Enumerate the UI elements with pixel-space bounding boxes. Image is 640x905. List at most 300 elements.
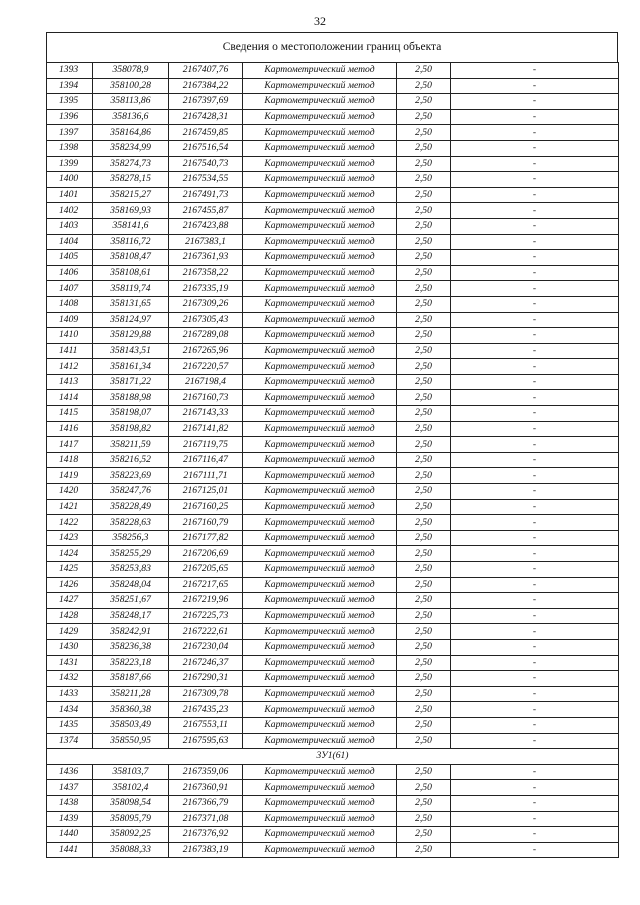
table-row [47,359,619,375]
description-cell: - [451,842,619,858]
point-number-cell: 1408 [47,296,93,312]
page-number: 32 [314,14,326,28]
table-row [47,296,619,312]
y-coordinate-cell: 2167305,43 [169,312,243,328]
table-row [47,562,619,578]
accuracy-cell: 2,50 [397,608,451,624]
section-label: 3У1(61) [47,749,619,765]
point-number-cell: 1395 [47,94,93,110]
x-coordinate-cell: 358095,79 [93,811,169,827]
method-cell: Картометрический метод [243,281,397,297]
accuracy-cell: 2,50 [397,234,451,250]
point-number-cell: 1404 [47,234,93,250]
x-coordinate-cell: 358503,49 [93,717,169,733]
y-coordinate-cell: 2167309,78 [169,686,243,702]
description-cell: - [451,452,619,468]
y-coordinate-cell: 2167376,92 [169,827,243,843]
method-cell: Картометрический метод [243,312,397,328]
table-row [47,452,619,468]
method-cell: Картометрический метод [243,780,397,796]
description-cell: - [451,234,619,250]
x-coordinate-cell: 358098,54 [93,795,169,811]
description-cell: - [451,218,619,234]
y-coordinate-cell: 2167217,65 [169,577,243,593]
boundary-coordinates-table [46,62,619,858]
point-number-cell: 1431 [47,655,93,671]
method-cell: Картометрический метод [243,218,397,234]
point-number-cell: 1428 [47,608,93,624]
point-number-cell: 1419 [47,468,93,484]
table-row [47,78,619,94]
x-coordinate-cell: 358278,15 [93,172,169,188]
accuracy-cell: 2,50 [397,390,451,406]
method-cell: Картометрический метод [243,109,397,125]
description-cell: - [451,187,619,203]
table-row [47,608,619,624]
description-cell: - [451,671,619,687]
method-cell: Картометрический метод [243,499,397,515]
point-number-cell: 1440 [47,827,93,843]
point-number-cell: 1400 [47,172,93,188]
description-cell: - [451,639,619,655]
accuracy-cell: 2,50 [397,780,451,796]
description-cell: - [451,343,619,359]
y-coordinate-cell: 2167553,11 [169,717,243,733]
point-number-cell: 1414 [47,390,93,406]
y-coordinate-cell: 2167219,96 [169,593,243,609]
y-coordinate-cell: 2167265,96 [169,343,243,359]
y-coordinate-cell: 2167116,47 [169,452,243,468]
accuracy-cell: 2,50 [397,343,451,359]
y-coordinate-cell: 2167160,79 [169,515,243,531]
accuracy-cell: 2,50 [397,827,451,843]
method-cell: Картометрический метод [243,717,397,733]
y-coordinate-cell: 2167289,08 [169,328,243,344]
method-cell: Картометрический метод [243,593,397,609]
table-row [47,671,619,687]
x-coordinate-cell: 358248,17 [93,608,169,624]
description-cell: - [451,312,619,328]
table-row [47,468,619,484]
table-row [47,484,619,500]
x-coordinate-cell: 358256,3 [93,530,169,546]
table-row [47,655,619,671]
description-cell: - [451,296,619,312]
x-coordinate-cell: 358211,59 [93,437,169,453]
boundary-table-frame [46,32,618,858]
y-coordinate-cell: 2167160,25 [169,499,243,515]
x-coordinate-cell: 358129,88 [93,328,169,344]
table-row [47,250,619,266]
method-cell: Картометрический метод [243,328,397,344]
description-cell: - [451,421,619,437]
x-coordinate-cell: 358251,67 [93,593,169,609]
x-coordinate-cell: 358119,74 [93,281,169,297]
x-coordinate-cell: 358198,07 [93,406,169,422]
method-cell: Картометрический метод [243,671,397,687]
accuracy-cell: 2,50 [397,811,451,827]
method-cell: Картометрический метод [243,187,397,203]
description-cell: - [451,63,619,79]
table-row [47,639,619,655]
table-row [47,109,619,125]
point-number-cell: 1396 [47,109,93,125]
point-number-cell: 1411 [47,343,93,359]
x-coordinate-cell: 358102,4 [93,780,169,796]
y-coordinate-cell: 2167371,08 [169,811,243,827]
description-cell: - [451,530,619,546]
accuracy-cell: 2,50 [397,296,451,312]
table-row [47,156,619,172]
y-coordinate-cell: 2167160,73 [169,390,243,406]
method-cell: Картометрический метод [243,296,397,312]
section-row [47,749,619,765]
table-row [47,218,619,234]
accuracy-cell: 2,50 [397,218,451,234]
point-number-cell: 1429 [47,624,93,640]
y-coordinate-cell: 2167225,73 [169,608,243,624]
description-cell: - [451,125,619,141]
point-number-cell: 1441 [47,842,93,858]
x-coordinate-cell: 358234,99 [93,140,169,156]
method-cell: Картометрический метод [243,94,397,110]
accuracy-cell: 2,50 [397,374,451,390]
x-coordinate-cell: 358360,38 [93,702,169,718]
accuracy-cell: 2,50 [397,655,451,671]
accuracy-cell: 2,50 [397,63,451,79]
table-row [47,94,619,110]
x-coordinate-cell: 358223,18 [93,655,169,671]
accuracy-cell: 2,50 [397,94,451,110]
table-row [47,406,619,422]
x-coordinate-cell: 358108,61 [93,265,169,281]
accuracy-cell: 2,50 [397,187,451,203]
y-coordinate-cell: 2167230,04 [169,639,243,655]
table-row [47,343,619,359]
table-row [47,593,619,609]
point-number-cell: 1426 [47,577,93,593]
method-cell: Картометрический метод [243,390,397,406]
description-cell: - [451,546,619,562]
method-cell: Картометрический метод [243,343,397,359]
accuracy-cell: 2,50 [397,250,451,266]
accuracy-cell: 2,50 [397,281,451,297]
point-number-cell: 1398 [47,140,93,156]
x-coordinate-cell: 358116,72 [93,234,169,250]
table-row [47,374,619,390]
y-coordinate-cell: 2167222,61 [169,624,243,640]
y-coordinate-cell: 2167595,63 [169,733,243,749]
x-coordinate-cell: 358161,34 [93,359,169,375]
point-number-cell: 1415 [47,406,93,422]
table-row [47,187,619,203]
method-cell: Картометрический метод [243,421,397,437]
y-coordinate-cell: 2167143,33 [169,406,243,422]
description-cell: - [451,78,619,94]
accuracy-cell: 2,50 [397,530,451,546]
accuracy-cell: 2,50 [397,842,451,858]
table-row [47,530,619,546]
y-coordinate-cell: 2167428,31 [169,109,243,125]
point-number-cell: 1434 [47,702,93,718]
method-cell: Картометрический метод [243,608,397,624]
method-cell: Картометрический метод [243,639,397,655]
x-coordinate-cell: 358092,25 [93,827,169,843]
method-cell: Картометрический метод [243,655,397,671]
description-cell: - [451,593,619,609]
method-cell: Картометрический метод [243,203,397,219]
point-number-cell: 1423 [47,530,93,546]
point-number-cell: 1407 [47,281,93,297]
description-cell: - [451,733,619,749]
point-number-cell: 1422 [47,515,93,531]
table-title: Сведения о местоположении границ объекта [46,32,618,62]
description-cell: - [451,795,619,811]
accuracy-cell: 2,50 [397,78,451,94]
y-coordinate-cell: 2167220,57 [169,359,243,375]
y-coordinate-cell: 2167309,26 [169,296,243,312]
point-number-cell: 1405 [47,250,93,266]
description-cell: - [451,281,619,297]
point-number-cell: 1393 [47,63,93,79]
description-cell: - [451,764,619,780]
y-coordinate-cell: 2167516,54 [169,140,243,156]
table-row [47,125,619,141]
accuracy-cell: 2,50 [397,437,451,453]
x-coordinate-cell: 358247,76 [93,484,169,500]
accuracy-cell: 2,50 [397,156,451,172]
x-coordinate-cell: 358103,7 [93,764,169,780]
y-coordinate-cell: 2167361,93 [169,250,243,266]
y-coordinate-cell: 2167383,1 [169,234,243,250]
method-cell: Картометрический метод [243,234,397,250]
accuracy-cell: 2,50 [397,468,451,484]
description-cell: - [451,811,619,827]
description-cell: - [451,94,619,110]
method-cell: Картометрический метод [243,156,397,172]
description-cell: - [451,172,619,188]
method-cell: Картометрический метод [243,452,397,468]
method-cell: Картометрический метод [243,515,397,531]
accuracy-cell: 2,50 [397,733,451,749]
accuracy-cell: 2,50 [397,452,451,468]
description-cell: - [451,499,619,515]
accuracy-cell: 2,50 [397,421,451,437]
description-cell: - [451,702,619,718]
y-coordinate-cell: 2167335,19 [169,281,243,297]
description-cell: - [451,109,619,125]
method-cell: Картометрический метод [243,140,397,156]
y-coordinate-cell: 2167205,65 [169,562,243,578]
accuracy-cell: 2,50 [397,562,451,578]
table-row [47,624,619,640]
point-number-cell: 1402 [47,203,93,219]
description-cell: - [451,390,619,406]
point-number-cell: 1430 [47,639,93,655]
description-cell: - [451,374,619,390]
table-row [47,328,619,344]
accuracy-cell: 2,50 [397,577,451,593]
accuracy-cell: 2,50 [397,686,451,702]
description-cell: - [451,406,619,422]
table-row [47,390,619,406]
x-coordinate-cell: 358228,49 [93,499,169,515]
table-row [47,63,619,79]
x-coordinate-cell: 358143,51 [93,343,169,359]
point-number-cell: 1433 [47,686,93,702]
x-coordinate-cell: 358215,27 [93,187,169,203]
method-cell: Картометрический метод [243,468,397,484]
description-cell: - [451,203,619,219]
point-number-cell: 1401 [47,187,93,203]
description-cell: - [451,827,619,843]
description-cell: - [451,686,619,702]
y-coordinate-cell: 2167384,22 [169,78,243,94]
x-coordinate-cell: 358141,6 [93,218,169,234]
y-coordinate-cell: 2167455,87 [169,203,243,219]
y-coordinate-cell: 2167360,91 [169,780,243,796]
method-cell: Картометрический метод [243,374,397,390]
x-coordinate-cell: 358164,86 [93,125,169,141]
point-number-cell: 1412 [47,359,93,375]
accuracy-cell: 2,50 [397,639,451,655]
table-row [47,515,619,531]
point-number-cell: 1417 [47,437,93,453]
point-number-cell: 1374 [47,733,93,749]
point-number-cell: 1399 [47,156,93,172]
method-cell: Картометрический метод [243,702,397,718]
table-row [47,203,619,219]
method-cell: Картометрический метод [243,764,397,780]
point-number-cell: 1413 [47,374,93,390]
point-number-cell: 1439 [47,811,93,827]
point-number-cell: 1409 [47,312,93,328]
method-cell: Картометрический метод [243,577,397,593]
point-number-cell: 1435 [47,717,93,733]
y-coordinate-cell: 2167491,73 [169,187,243,203]
accuracy-cell: 2,50 [397,702,451,718]
accuracy-cell: 2,50 [397,764,451,780]
x-coordinate-cell: 358550,95 [93,733,169,749]
method-cell: Картометрический метод [243,359,397,375]
x-coordinate-cell: 358198,82 [93,421,169,437]
table-row [47,733,619,749]
table-row [47,265,619,281]
accuracy-cell: 2,50 [397,109,451,125]
description-cell: - [451,156,619,172]
description-cell: - [451,515,619,531]
point-number-cell: 1394 [47,78,93,94]
x-coordinate-cell: 358253,83 [93,562,169,578]
accuracy-cell: 2,50 [397,484,451,500]
point-number-cell: 1416 [47,421,93,437]
point-number-cell: 1397 [47,125,93,141]
table-row [47,172,619,188]
x-coordinate-cell: 358171,22 [93,374,169,390]
x-coordinate-cell: 358136,6 [93,109,169,125]
table-row [47,717,619,733]
y-coordinate-cell: 2167246,37 [169,655,243,671]
table-row [47,499,619,515]
point-number-cell: 1418 [47,452,93,468]
description-cell: - [451,608,619,624]
y-coordinate-cell: 2167119,75 [169,437,243,453]
y-coordinate-cell: 2167534,55 [169,172,243,188]
point-number-cell: 1427 [47,593,93,609]
x-coordinate-cell: 358248,04 [93,577,169,593]
x-coordinate-cell: 358188,98 [93,390,169,406]
table-row [47,140,619,156]
description-cell: - [451,484,619,500]
x-coordinate-cell: 358131,65 [93,296,169,312]
accuracy-cell: 2,50 [397,795,451,811]
point-number-cell: 1420 [47,484,93,500]
table-row [47,842,619,858]
x-coordinate-cell: 358223,69 [93,468,169,484]
accuracy-cell: 2,50 [397,125,451,141]
table-row [47,281,619,297]
method-cell: Картометрический метод [243,827,397,843]
accuracy-cell: 2,50 [397,312,451,328]
x-coordinate-cell: 358255,29 [93,546,169,562]
accuracy-cell: 2,50 [397,203,451,219]
x-coordinate-cell: 358100,28 [93,78,169,94]
x-coordinate-cell: 358108,47 [93,250,169,266]
point-number-cell: 1425 [47,562,93,578]
x-coordinate-cell: 358124,97 [93,312,169,328]
y-coordinate-cell: 2167111,71 [169,468,243,484]
description-cell: - [451,655,619,671]
x-coordinate-cell: 358187,66 [93,671,169,687]
y-coordinate-cell: 2167423,88 [169,218,243,234]
description-cell: - [451,562,619,578]
accuracy-cell: 2,50 [397,624,451,640]
method-cell: Картометрический метод [243,172,397,188]
method-cell: Картометрический метод [243,250,397,266]
y-coordinate-cell: 2167290,31 [169,671,243,687]
table-row [47,780,619,796]
y-coordinate-cell: 2167358,22 [169,265,243,281]
method-cell: Картометрический метод [243,562,397,578]
description-cell: - [451,717,619,733]
table-row [47,437,619,453]
y-coordinate-cell: 2167125,01 [169,484,243,500]
accuracy-cell: 2,50 [397,359,451,375]
method-cell: Картометрический метод [243,63,397,79]
description-cell: - [451,359,619,375]
accuracy-cell: 2,50 [397,546,451,562]
table-row [47,421,619,437]
description-cell: - [451,328,619,344]
y-coordinate-cell: 2167359,06 [169,764,243,780]
y-coordinate-cell: 2167383,19 [169,842,243,858]
method-cell: Картометрический метод [243,125,397,141]
y-coordinate-cell: 2167397,69 [169,94,243,110]
y-coordinate-cell: 2167540,73 [169,156,243,172]
description-cell: - [451,265,619,281]
table-row [47,827,619,843]
table-row [47,764,619,780]
method-cell: Картометрический метод [243,530,397,546]
method-cell: Картометрический метод [243,795,397,811]
description-cell: - [451,780,619,796]
x-coordinate-cell: 358236,38 [93,639,169,655]
description-cell: - [451,250,619,266]
description-cell: - [451,468,619,484]
x-coordinate-cell: 358216,52 [93,452,169,468]
description-cell: - [451,577,619,593]
method-cell: Картометрический метод [243,624,397,640]
